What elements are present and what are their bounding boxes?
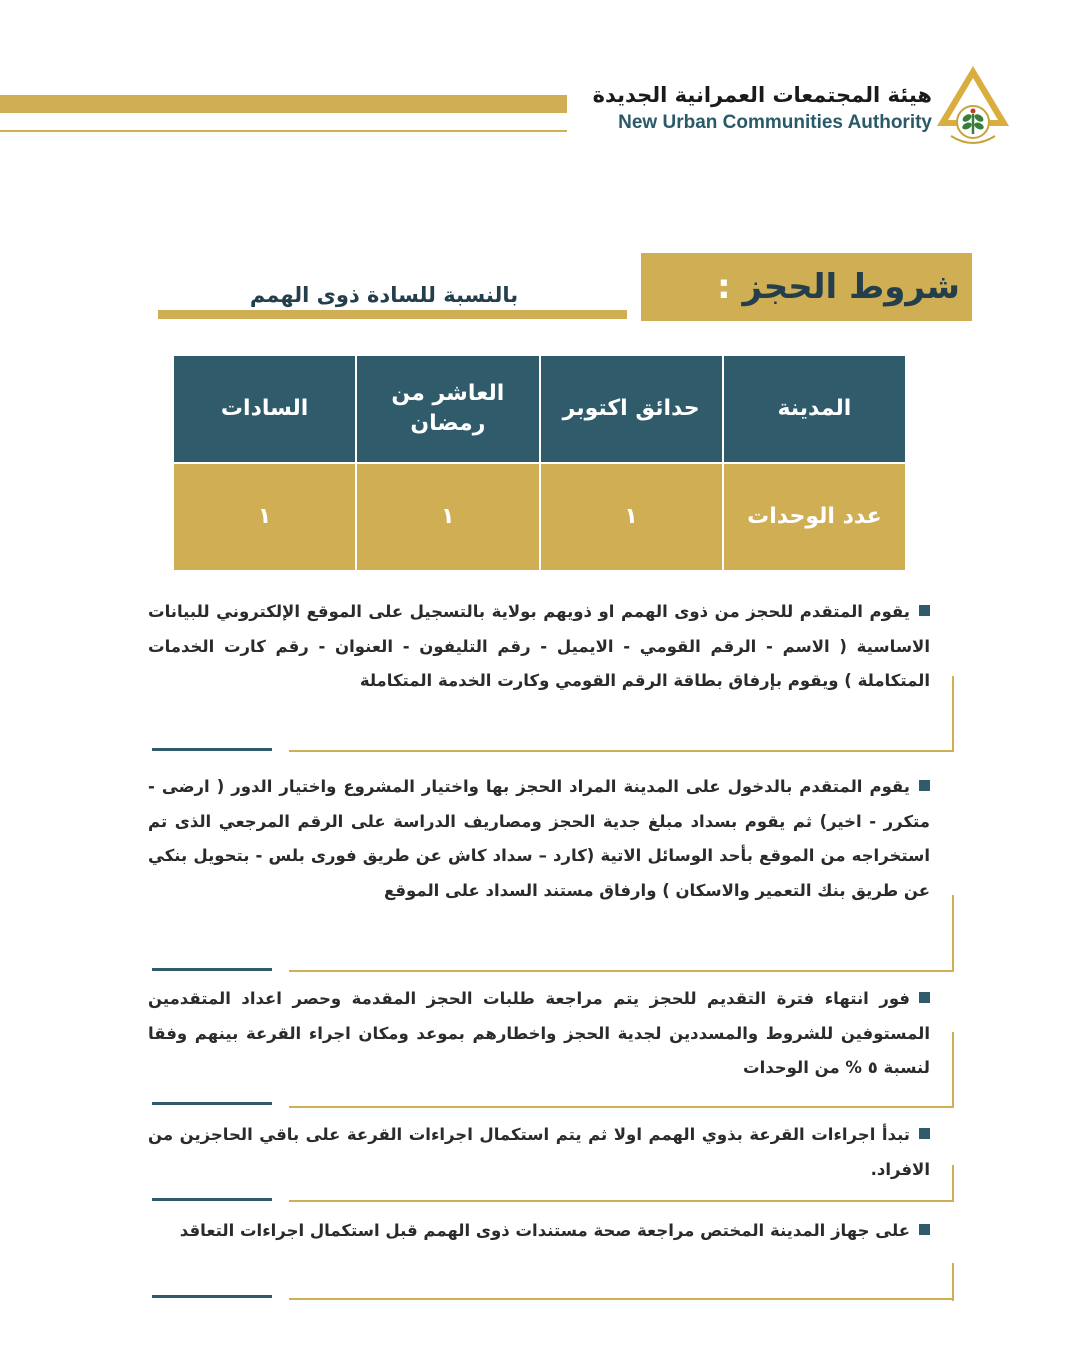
divider-gold — [289, 970, 954, 972]
divider-gold — [289, 1106, 954, 1108]
list-item-text: على جهاز المدينة المختص مراجعة صحة مستندات ذوى الهمم قبل استكمال اجراءات التعاقد — [179, 1221, 910, 1240]
divider-vertical — [952, 1263, 954, 1301]
title-colon: : — [716, 267, 731, 307]
org-name-english: New Urban Communities Authority — [618, 112, 932, 133]
list-item-text: يقوم المتقدم بالدخول على المدينة المراد الحجز بها واختيار المشروع واختيار الدور ( ارضى - متكرر - اخير) ثم يقوم بسداد مبلغ جدية الحجز ومصاريف الدراسة على الرقم المرجعي الذى تم استخراجه من الموقع بأحد الوسائل الاتية (كارد – سداد كاش عن طريق فورى بلس - بتحويل بنكي عن طريق بنك التعمير والاسكان ) وارفاق مستند السداد على الموقع — [148, 777, 930, 900]
list-item — [148, 982, 930, 1086]
bullet-square-icon — [919, 992, 930, 1003]
list-item-text: يقوم المتقدم للحجز من ذوى الهمم او ذويهم بولاية بالتسجيل على الموقع الإلكتروني للبيانات الاساسية ( الاسم - الرقم القومي - الايميل - رقم التليفون - العنوان - رقم كارت الخدمات المتكاملة ) ويقوم بإرفاق بطاقة الرقم القومي وكارت الخدمة المتكاملة — [148, 602, 930, 690]
table-cell: عدد الوحدات — [723, 463, 906, 571]
list-item — [148, 1214, 930, 1249]
page-subtitle: بالنسبة للسادة ذوى الهمم — [249, 283, 519, 307]
bullet-square-icon — [919, 1128, 930, 1139]
divider-vertical — [952, 676, 954, 752]
list-item — [148, 595, 930, 699]
divider-navy — [152, 1295, 272, 1298]
org-name-arabic: هيئة المجتمعات العمرانية الجديدة — [592, 83, 932, 107]
divider-navy — [152, 1198, 272, 1201]
bullet-square-icon — [919, 605, 930, 616]
divider-gold — [289, 1200, 954, 1202]
table-header-cell: حدائق اكتوبر — [540, 355, 723, 463]
divider-vertical — [952, 895, 954, 972]
list-item-text: تبدأ اجراءات القرعة بذوي الهمم اولا ثم يتم استكمال اجراءات القرعة على باقي الحاجزين من الافراد. — [148, 1125, 930, 1179]
divider-vertical — [952, 1032, 954, 1108]
list-item — [148, 770, 930, 908]
table-cell: ١ — [540, 463, 723, 571]
divider-navy — [152, 748, 272, 751]
page-title: شروط الحجز — [742, 267, 960, 307]
divider-vertical — [952, 1165, 954, 1202]
table-header-cell: العاشر من رمضان — [356, 355, 539, 463]
divider-gold — [289, 750, 954, 752]
bullet-square-icon — [919, 1224, 930, 1235]
divider-navy — [152, 968, 272, 971]
list-item — [148, 1118, 930, 1187]
list-item-text: فور انتهاء فترة التقديم للحجز يتم مراجعة طلبات الحجز المقدمة وحصر اعداد المتقدمين المستوفين للشروط والمسددين لجدية الحجز واخطارهم بموعد ومكان اجراء القرعة بينهم وفقا لنسبة ٥ % من الوحدات — [148, 989, 930, 1077]
divider-navy — [152, 1102, 272, 1105]
table-header-cell: السادات — [173, 355, 356, 463]
bullet-square-icon — [919, 780, 930, 791]
table-cell: ١ — [173, 463, 356, 571]
table-cell: ١ — [356, 463, 539, 571]
divider-gold — [289, 1298, 954, 1300]
table-header-cell: المدينة — [723, 355, 906, 463]
